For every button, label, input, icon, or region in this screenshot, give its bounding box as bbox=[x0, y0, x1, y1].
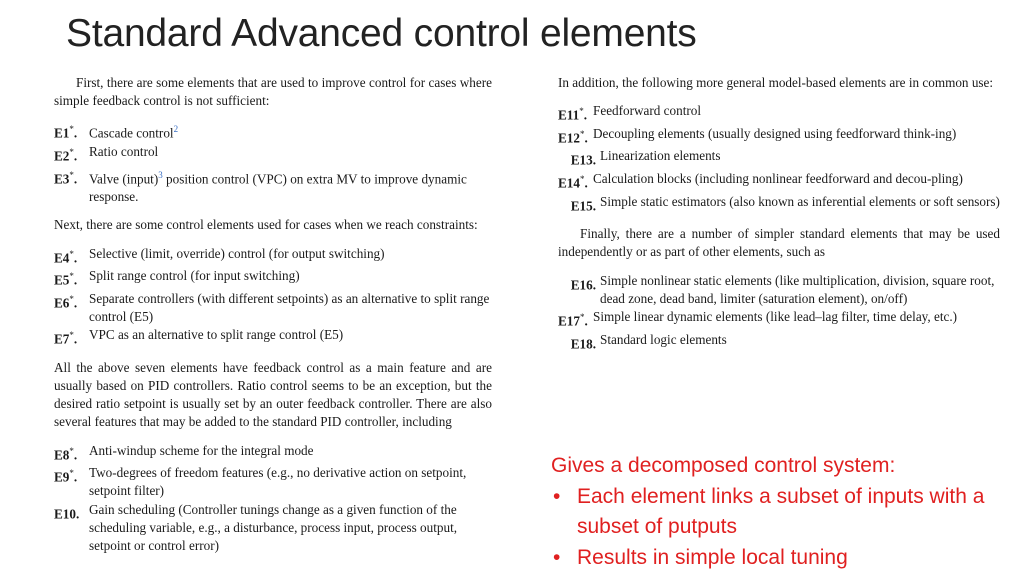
footnote-link[interactable]: 2 bbox=[173, 124, 179, 135]
element-description: Cascade control$^2$ bbox=[89, 124, 179, 141]
left-pid-paragraph: All the above seven elements have feedback control as a main feature and are usually based on PID controllers. Ratio control seems to be an exception, but the desired ratio setpoint is usually set by an outer feedback controller. There are also several features that may be added to the standard PID controller, including bbox=[54, 359, 492, 430]
element-description: Calculation blocks (including nonlinear feedforward and decou-pling) bbox=[593, 170, 963, 186]
note-bullet-text: Results in simple local tuning bbox=[577, 545, 848, 569]
element-description: Simple linear dynamic elements (like lead–lag filter, time delay, etc.) bbox=[593, 308, 958, 324]
element-description: Two-degrees of freedom features (e.g., no derivative action on setpoint, setpoint filter) bbox=[89, 465, 467, 499]
list-item bbox=[54, 166, 492, 207]
left-column bbox=[54, 74, 492, 565]
right-intro-paragraph: In addition, the following more general model-based elements are in common use: bbox=[558, 75, 994, 90]
element-code: E7*. bbox=[54, 330, 78, 347]
element-description: Anti-windup scheme for the integral mode bbox=[89, 442, 314, 458]
element-description: Decoupling elements (usually designed using feedforward think-ing) bbox=[593, 125, 957, 141]
element-description: Ratio control bbox=[89, 144, 159, 159]
note-heading: Gives a decomposed control system: bbox=[551, 454, 896, 477]
element-description: Simple nonlinear static elements (like multiplication, division, square root, dead zone, dead band, limiter (saturation element), on/off) bbox=[600, 272, 995, 306]
left-constraints-paragraph: Next, there are some control elements used for cases when we reach constraints: bbox=[54, 217, 478, 233]
element-code: E3*. bbox=[54, 169, 78, 186]
element-description: Linearization elements bbox=[600, 148, 721, 164]
list-item bbox=[54, 120, 492, 143]
list-item bbox=[558, 193, 1000, 216]
left-element-list-1 bbox=[54, 120, 492, 206]
list-item bbox=[558, 102, 1000, 125]
right-element-list-1 bbox=[558, 102, 1000, 215]
element-description: Simple static estimators (also known as inferential elements or soft sensors) bbox=[600, 193, 1000, 209]
bullet-icon: • bbox=[553, 484, 561, 508]
list-item bbox=[54, 464, 492, 500]
list-item bbox=[558, 331, 1000, 354]
list-item bbox=[558, 308, 1000, 331]
element-code: E13. bbox=[570, 152, 596, 168]
right-element-list-2 bbox=[558, 272, 1000, 354]
list-item bbox=[558, 147, 1000, 170]
element-code: E12*. bbox=[558, 128, 588, 146]
note-bullet-list bbox=[551, 482, 991, 574]
element-code: E1*. bbox=[54, 124, 78, 141]
element-code: E10. bbox=[54, 505, 80, 521]
list-item bbox=[54, 267, 492, 290]
element-code: E2*. bbox=[54, 147, 78, 164]
element-code: E14*. bbox=[558, 173, 588, 191]
element-code: E17*. bbox=[558, 311, 588, 329]
element-code: E5*. bbox=[54, 271, 78, 288]
list-item bbox=[558, 170, 1000, 193]
element-description: Split range control (for input switching) bbox=[89, 268, 300, 284]
list-item bbox=[54, 245, 492, 268]
element-code: E16. bbox=[570, 276, 596, 292]
summary-note bbox=[551, 451, 991, 573]
element-description: Gain scheduling (Controller tunings change as a given function of the scheduling variable, e.g., a disturbance, process input, process output, setpoint or control error) bbox=[89, 501, 458, 553]
note-bullet-text: Each element links a subset of inputs with a subset of putputs bbox=[577, 484, 985, 538]
list-item bbox=[551, 543, 991, 574]
element-description: Standard logic elements bbox=[600, 331, 727, 347]
right-simpler-elements-paragraph: Finally, there are a number of simpler standard elements that may be used independently or as part of other elements, such as bbox=[558, 226, 1000, 260]
list-item bbox=[54, 143, 492, 166]
slide-title: Standard Advanced control elements bbox=[66, 12, 697, 55]
list-item bbox=[54, 290, 492, 326]
right-column bbox=[558, 74, 1000, 363]
element-code: E6*. bbox=[54, 293, 78, 311]
element-code: E15. bbox=[570, 197, 596, 213]
bullet-icon: • bbox=[553, 545, 561, 569]
list-item bbox=[54, 442, 492, 465]
list-item bbox=[558, 125, 1000, 148]
left-element-list-2 bbox=[54, 245, 492, 349]
element-description: Valve (input)$^3$ position control (VPC) on extra MV to improve dynamic response. bbox=[89, 169, 467, 205]
list-item bbox=[54, 501, 492, 556]
list-item bbox=[54, 326, 492, 349]
list-item bbox=[551, 482, 991, 543]
left-intro-paragraph: First, there are some elements that are used to improve control for cases where simple feedback control is not sufficient: bbox=[54, 75, 492, 109]
element-code: E18. bbox=[570, 335, 596, 351]
left-element-list-3 bbox=[54, 442, 492, 556]
element-code: E8*. bbox=[54, 445, 78, 462]
element-description: Separate controllers (with different setpoints) as an alternative to split range control (E5) bbox=[89, 290, 490, 324]
element-description: Selective (limit, override) control (for output switching) bbox=[89, 245, 385, 261]
footnote-link[interactable]: 3 bbox=[158, 169, 163, 180]
list-item bbox=[558, 272, 1000, 308]
element-description: VPC as an alternative to split range control (E5) bbox=[89, 327, 344, 343]
element-code: E4*. bbox=[54, 248, 78, 265]
element-code: E11*. bbox=[558, 106, 588, 123]
element-code: E9*. bbox=[54, 468, 78, 485]
element-description: Feedforward control bbox=[593, 103, 702, 119]
